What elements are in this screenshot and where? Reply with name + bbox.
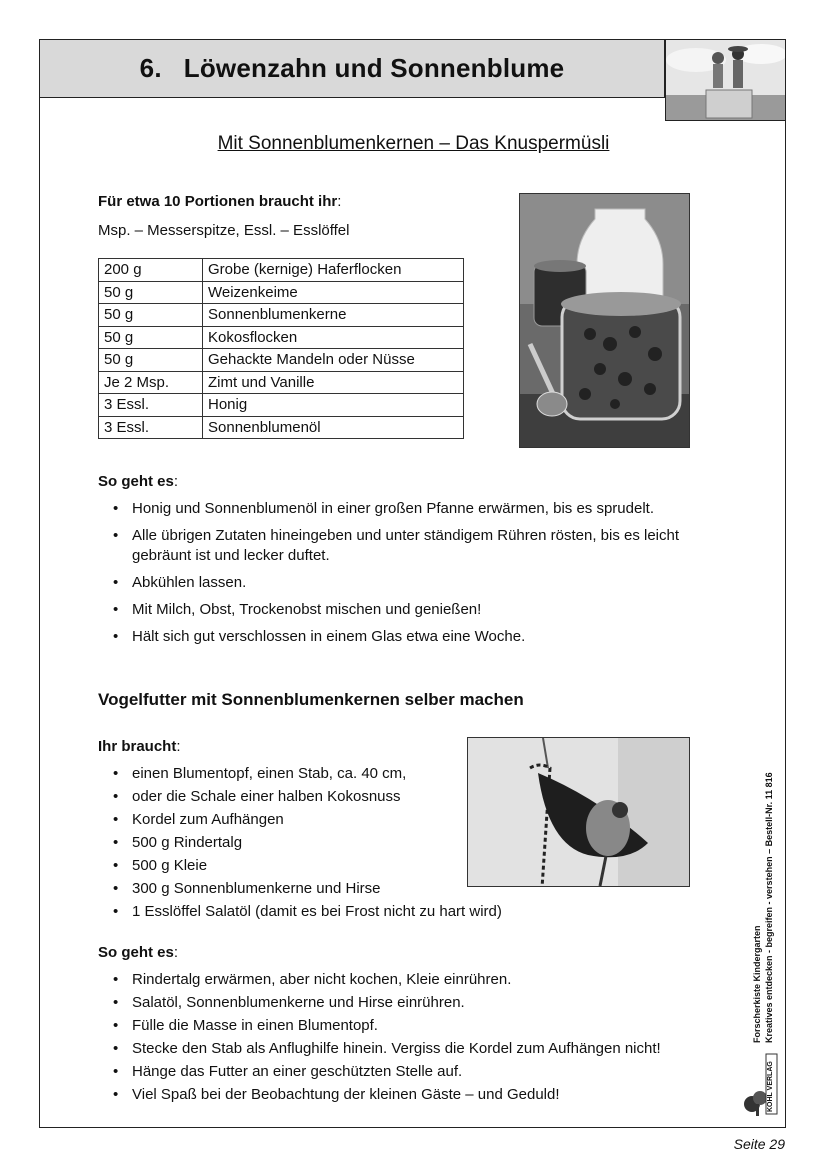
recipe2-title: Vogelfutter mit Sonnenblumenkernen selber machen <box>98 690 524 709</box>
list-item: • Hält sich gut verschlossen in einem Glas etwa eine Woche. <box>98 627 525 646</box>
chapter-title: 6. Löwenzahn und Sonnenblume <box>139 53 565 83</box>
steps2-list <box>98 970 661 1104</box>
list-item: • Mit Milch, Obst, Trockenobst mischen und genießen! <box>98 600 525 619</box>
steps2-label: So geht es: <box>98 944 179 961</box>
list-item-continuation: gebräunt ist und lecker duftet. <box>132 547 330 564</box>
list-item: • Honig und Sonnenblumenöl in einer großen Pfanne erwärmen, bis es sprudelt. <box>98 499 679 518</box>
table-row: 3 Essl. Sonnenblumenöl <box>99 416 464 439</box>
list-item: • Stecke den Stab als Anflughilfe hinein. Vergiss die Kordel zum Aufhängen nicht! <box>98 1039 661 1058</box>
table-row: 50 g Sonnenblumenkerne <box>99 304 464 327</box>
list-item: • 1 Esslöffel Salatöl (damit es bei Frost nicht zu hart wird) <box>98 902 502 921</box>
table-row: 50 g Kokosflocken <box>99 326 464 349</box>
list-item: • Rindertalg erwärmen, aber nicht kochen, Kleie einrühren. <box>98 970 661 989</box>
steps1-label: So geht es: <box>98 473 179 490</box>
needs-list <box>98 764 502 921</box>
list-item: • 300 g Sonnenblumenkerne und Hirse <box>98 879 502 898</box>
steps1-list <box>98 499 679 545</box>
portions-line: Für etwa 10 Portionen braucht ihr: <box>98 193 342 210</box>
recipe1-title: Mit Sonnenblumenkernen – Das Knuspermüsli <box>217 133 610 154</box>
list-item: • Kordel zum Aufhängen <box>98 810 502 829</box>
sidebar-series-title: Forscherkiste Kindergarten <box>752 925 762 1043</box>
list-item: • Abkühlen lassen. <box>98 573 525 592</box>
steps1-list-cont <box>98 573 525 646</box>
table-row: 50 g Weizenkeime <box>99 281 464 304</box>
list-item: • Salatöl, Sonnenblumenkerne und Hirse einrühren. <box>98 993 661 1012</box>
list-item: • Viel Spaß bei der Beobachtung der kleinen Gäste – und Geduld! <box>98 1085 661 1104</box>
header-children-photo <box>665 39 786 121</box>
list-item: • 500 g Kleie <box>98 856 502 875</box>
table-row: 50 g Gehackte Mandeln oder Nüsse <box>99 349 464 372</box>
sidebar-order-info: Kreatives entdecken - begreifen - verstehen – Bestell-Nr. 11 816 <box>764 772 774 1043</box>
list-item: • Hänge das Futter an einer geschützten Stelle auf. <box>98 1062 661 1081</box>
ingredients-table <box>98 258 464 439</box>
table-row: 3 Essl. Honig <box>99 394 464 417</box>
list-item: • 500 g Rindertalg <box>98 833 502 852</box>
page-number: Seite 29 <box>733 1136 785 1152</box>
publisher-logo-text: KOHL VERLAG <box>767 1061 774 1112</box>
list-item: • Alle übrigen Zutaten hineingeben und unter ständigem Rühren rösten, bis es leicht <box>98 526 679 545</box>
publisher-logo <box>738 1052 783 1117</box>
needs-label: Ihr braucht: <box>98 738 181 755</box>
muesli-jar-photo <box>519 193 690 448</box>
list-item: • Fülle die Masse in einen Blumentopf. <box>98 1016 661 1035</box>
chapter-header <box>39 39 665 98</box>
table-row: Je 2 Msp. Zimt und Vanille <box>99 371 464 394</box>
list-item: • oder die Schale einer halben Kokosnuss <box>98 787 502 806</box>
table-row: 200 g Grobe (kernige) Haferflocken <box>99 259 464 282</box>
list-item: • einen Blumentopf, einen Stab, ca. 40 cm, <box>98 764 502 783</box>
abbreviations: Msp. – Messerspitze, Essl. – Esslöffel <box>98 222 350 239</box>
